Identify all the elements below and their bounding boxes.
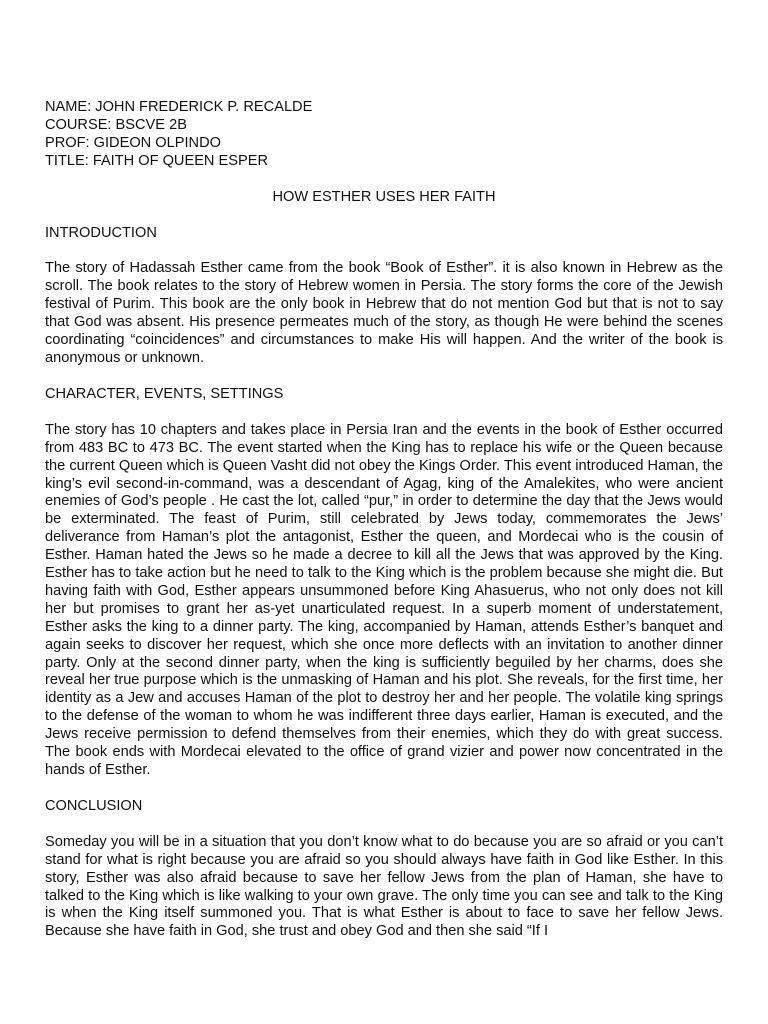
section-heading-conclusion: CONCLUSION: [45, 797, 143, 814]
header-block: [45, 99, 723, 171]
professor-line: PROF: GIDEON OLPINDO: [45, 134, 221, 151]
document-title: HOW ESTHER USES HER FAITH: [272, 188, 496, 205]
introduction-paragraph: The story of Hadassah Esther came from the book “Book of Esther”. it is also known in Hebrew as the scroll. The book relates to the story of Hebrew women in Persia. The story forms the core of the Jewish festival of Purim. This book are the only book in Hebrew that do not mention God but that is not to say that God was absent. His presence permeates much of the story, as though He were behind the scenes coordinating “coincidences” and circumstances to make His will happen. And the writer of the book is anonymous or unknown.: [45, 260, 723, 366]
student-name: NAME: JOHN FREDERICK P. RECALDE: [45, 99, 313, 115]
document-page: [45, 99, 723, 941]
section-heading-introduction: INTRODUCTION: [45, 224, 157, 241]
section-heading-character-events-settings: CHARACTER, EVENTS, SETTINGS: [45, 385, 284, 402]
conclusion-paragraph: Someday you will be in a situation that you don’t know what to do because you are so afraid or you can’t stand for what is right because you are afraid so you should always have faith in God like Esther. In this story, Esther was also afraid because to save her fellow Jews from the plan of Haman, she have to talked to the King which is like walking to your own grave. The only time you can see and talk to the King is when the King itself summoned you. That is what Esther is about to face to save her fellow Jews. Because she have faith in God, she trust and obey God and then she said “If I: [45, 833, 723, 940]
character-events-paragraph: The story has 10 chapters and takes place in Persia Iran and the events in the book of Esther occurred from 483 BC to 473 BC. The event started when the King has to replace his wife or the Queen because the current Queen which is Queen Vasht did not obey the Kings Order. This event introduced Haman, the king’s evil second-in-command, was a descendant of Agag, king of the Amalekites, who were ancient enemies of God’s people . He cast the lot, called “pur,” in order to determine the day that the Jews would be exterminated. The feast of Purim, still celebrated by Jews today, commemorates the Jews’ deliverance from Haman’s plot the antagonist, Esther the queen, and Mordecai who is the cousin of Esther. Haman hated the Jews so he made a decree to kill all the Jews that was approved by the King. Esther has to take action but he need to talk to the King which is the problem because she might die. But having faith with God, Esther appears unsummoned before King Ahasuerus, who not only does not kill her but promises to grant her as-yet unarticulated request. In a superb moment of understatement, Esther asks the king to a dinner party. The king, accompanied by Haman, attends Esther’s banquet and again seeks to discover her request, which she once more deflects with an invitation to another dinner party. Only at the second dinner party, when the king is sufficiently beguiled by her charms, does she reveal her true purpose which is the unmasking of Haman and his plot. She reveals, for the first time, her identity as a Jew and accuses Haman of the plot to destroy her and her people. The volatile king springs to the defense of the woman to whom he was indifferent three days earlier, Haman is executed, and the Jews receive permission to defend themselves from their enemies, which they do with great success. The book ends with Mordecai elevated to the office of grand vizier and power now concentrated in the hands of Esther.: [45, 421, 723, 778]
title-line: TITLE: FAITH OF QUEEN ESPER: [45, 152, 268, 169]
course-line: COURSE: BSCVE 2B: [45, 116, 187, 133]
